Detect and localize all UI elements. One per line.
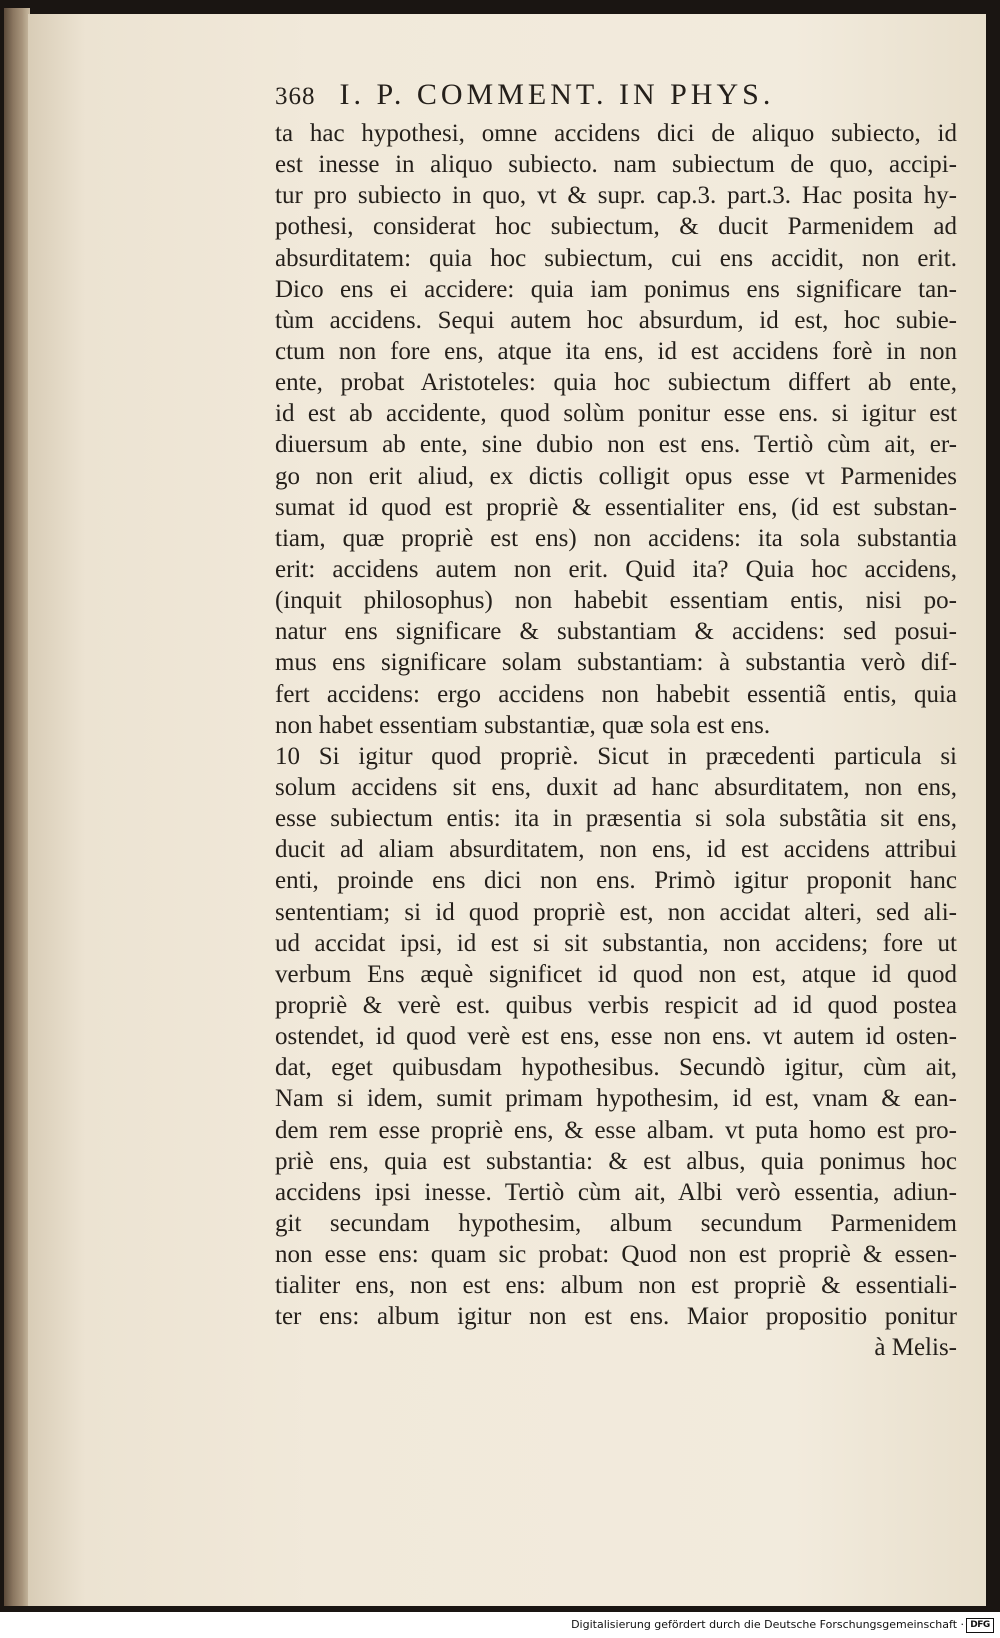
text-line: erit: accidens autem non erit. Quid ita? Quia hoc accidens, — [275, 555, 957, 583]
text-line: non habet essentiam substantiæ, quæ sola est ens. — [275, 711, 771, 739]
text-line: git secundam hypothesim, album secundum Parmenidem — [275, 1209, 957, 1237]
page-text-block — [275, 78, 957, 1363]
text-line: ente, probat Aristoteles: quia hoc subiectum differt ab ente, — [275, 369, 957, 397]
digitization-footer — [0, 1614, 1000, 1638]
text-line: absurditatem: quia hoc subiectum, cui ens accidit, non erit. — [275, 244, 957, 272]
text-line: verbum Ens æquè significet id quod non est, atque id quod — [275, 960, 957, 988]
text-line: ducit ad aliam absurditatem, non ens, id est accidens attribui — [275, 836, 957, 864]
text-line: priè ens, quia est substantia: & est albus, quia ponimus hoc — [275, 1147, 957, 1175]
dfg-logo: DFG — [966, 1618, 994, 1633]
funding-note: Digitalisierung gefördert durch die Deutsche Forschungsgemeinschaft · — [571, 1618, 964, 1631]
text-line: ud accidat ipsi, id est si sit substantia, non accidens; fore ut — [275, 929, 957, 957]
text-line: Nam si idem, sumit primam hypothesim, id est, vnam & ean- — [275, 1085, 957, 1113]
text-line: tùm accidens. Sequi autem hoc absurdum, id est, hoc subie- — [275, 306, 957, 334]
text-line: mus ens significare solam substantiam: à substantia verò dif- — [275, 649, 957, 677]
text-line: tialiter ens, non est ens: album non est propriè & essentiali- — [275, 1272, 957, 1300]
text-line: est inesse in aliquo subiecto. nam subiectum de quo, accipi- — [275, 151, 957, 179]
page-number: 368 — [275, 83, 316, 110]
page-header — [275, 78, 957, 118]
text-line: dem rem esse propriè ens, & esse albam. vt puta homo est pro- — [275, 1116, 957, 1144]
text-line: (inquit philosophus) non habebit essentiam entis, nisi po- — [275, 587, 957, 615]
running-title: I. P. COMMENT. IN PHYS. — [339, 78, 775, 111]
text-line: ctum non fore ens, atque ita ens, id est accidens forè in non — [275, 337, 957, 365]
text-line: fert accidens: ergo accidens non habebit essentiã entis, quia — [275, 680, 957, 708]
text-line: solum accidens sit ens, duxit ad hanc absurditatem, non ens, — [275, 773, 957, 801]
text-line: pothesi, considerat hoc subiectum, & ducit Parmenidem ad — [275, 213, 957, 241]
text-line: ta hac hypothesi, omne accidens dici de aliquo subiecto, id — [275, 120, 957, 147]
text-line: sententiam; si id quod propriè est, non accidat alteri, sed ali- — [275, 898, 957, 926]
text-line: tur pro subiecto in quo, vt & supr. cap.3. part.3. Hac posita hy- — [275, 182, 957, 210]
book-spine-edge — [4, 8, 30, 1606]
text-line: diuersum ab ente, sine dubio non est ens. Tertiò cùm ait, er- — [275, 431, 957, 459]
text-line: enti, proinde ens dici non ens. Primò igitur proponit hanc — [275, 867, 957, 895]
text-line: accidens ipsi inesse. Tertiò cùm ait, Albi verò essentia, adiun- — [275, 1178, 957, 1206]
text-line: Dico ens ei accidere: quia iam ponimus ens significare tan- — [275, 275, 957, 303]
text-line: propriè & verè est. quibus verbis respicit ad id quod postea — [275, 991, 957, 1019]
text-line: ter ens: album igitur non est ens. Maior propositio ponitur — [275, 1303, 957, 1331]
text-line: esse subiectum entis: ita in præsentia si sola substãtia sit ens, — [275, 805, 957, 833]
text-line: tiam, quæ propriè est ens) non accidens: ita sola substantia — [275, 524, 957, 552]
text-line: sumat id quod est propriè & essentialiter ens, (id est substan- — [275, 493, 957, 521]
text-line: non esse ens: quam sic probat: Quod non est propriè & essen- — [275, 1241, 957, 1269]
text-line: id est ab accidente, quod solùm ponitur esse ens. si igitur est — [275, 400, 957, 428]
catchword: à Melis- — [874, 1334, 957, 1362]
text-line: 10 Si igitur quod propriè. Sicut in præcedenti particula si — [275, 742, 957, 770]
text-line: ostendet, id quod verè est ens, esse non ens. vt autem id osten- — [275, 1023, 957, 1051]
body-text — [275, 118, 957, 1332]
text-line: go non erit aliud, ex dictis colligit opus esse vt Parmenides — [275, 462, 957, 490]
text-line: dat, eget quibusdam hypothesibus. Secundò igitur, cùm ait, — [275, 1054, 957, 1082]
text-line: natur ens significare & substantiam & accidens: sed posui- — [275, 618, 957, 646]
